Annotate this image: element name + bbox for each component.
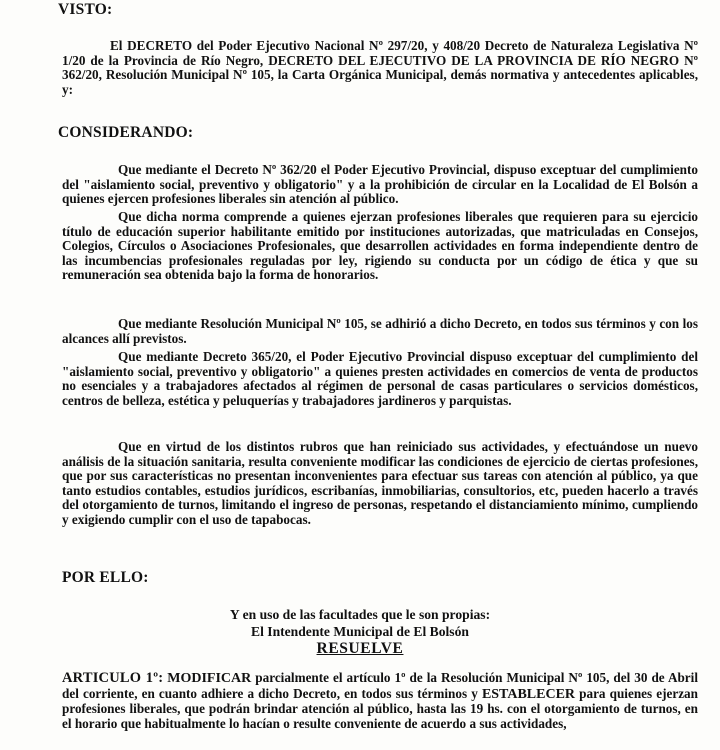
resuelve-text: RESUELVE [316,640,404,657]
facultades-line: Y en uso de las facultades que le son propias: [229,607,491,622]
articulo-1-verb-modificar: MODIFICAR [167,671,252,686]
articulo-1-text-2: para quienes ejerzan profesiones liberales, que podrán brindar atención al público, hasta las 19 hs. con el otorgamiento de turnos, en el horario que habitualmente lo hacían o resulte conveniente de acuerdo a sus actividades, [62,685,698,731]
visto-paragraph: El DECRETO del Poder Ejecutivo Nacional Nº 297/20, y 408/20 Decreto de Naturaleza Legislativa Nº 1/20 de la Provincia de Río Negro, DECRETO DEL EJECUTIVO DE LA PROVINCIA DE RÍO NEGRO Nº 362/20, Resolución Municipal Nº 105, la Carta Orgánica Municipal, demás normativa y antecedentes aplicables, y: [62,38,698,97]
considerando-paragraph-3: Que mediante Resolución Municipal Nº 105, se adhirió a dicho Decreto, en todos sus términos y con los alcances allí previstos. [62,316,698,346]
visto-heading: VISTO: [58,1,113,18]
considerando-paragraph-1: Que mediante el Decreto Nº 362/20 el Poder Ejecutivo Provincial, dispuso exceptuar del cumplimiento del "aislamiento social, preventivo y obligatorio" y a la prohibición de circular en la Localidad de El Bolsón a quienes ejercen profesiones liberales sin atención al público. [62,162,698,207]
considerando-paragraph-5: Que en virtud de los distintos rubros que han reiniciado sus actividades, y efectuándose un nuevo análisis de la situación sanitaria, resulta conveniente modificar las condiciones de ejercicio de ciertas profesiones, que por sus características no presentan inconvenientes para efectuar sus tareas con atención al público, ya que tanto estudios contables, estudios jurídicos, escribanías, inmobiliarias, consultorios, etc, pueden hacerlo a través del otorgamiento de turnos, limitando el ingreso de personas, respetando el distanciamiento mínimo, cumpliendo y exigiendo cumplir con el uso de tapabocas. [62,439,698,527]
intendente-line: El Intendente Municipal de El Bolsón [251,624,469,639]
resuelve-heading [0,640,720,658]
articulo-1-verb-establecer: ESTABLECER [481,686,576,702]
considerando-heading: CONSIDERANDO: [58,124,194,141]
por-ello-heading: POR ELLO: [62,569,149,586]
articulo-1-text-1: parcialmente el artículo 1º de la Resolución Municipal Nº 105, del 30 de Abril del corriente, en cuanto adhiere a dicho Decreto, en todos sus términos y [62,670,698,701]
considerando-paragraph-2: Que dicha norma comprende a quienes ejerzan profesiones liberales que requieren para su ejercicio título de educación superior habilitante emitido por instituciones autorizadas, que matriculadas en Consejos, Colegios, Círculos o Asociaciones Profesionales, que desarrollen actividades en forma independiente dentro de las incumbencias profesionales reguladas por ley, rigiendo su conducta por un código de ética y que su remuneración sea obtenida bajo la forma de honorarios. [62,209,698,283]
articulo-1-paragraph [62,671,698,731]
articulo-1-label: ARTICULO 1º: [62,670,164,686]
considerando-paragraph-4: Que mediante Decreto 365/20, el Poder Ejecutivo Provincial dispuso exceptuar del cumplimiento del "aislamiento social, preventivo y obligatorio" a quienes presten actividades en comercios de venta de productos no esenciales y a trabajadores afectados al régimen de personal de casas particulares o servicios domésticos, centros de belleza, estética y peluquerías y trabajadores jardineros y parquistas. [62,349,698,408]
